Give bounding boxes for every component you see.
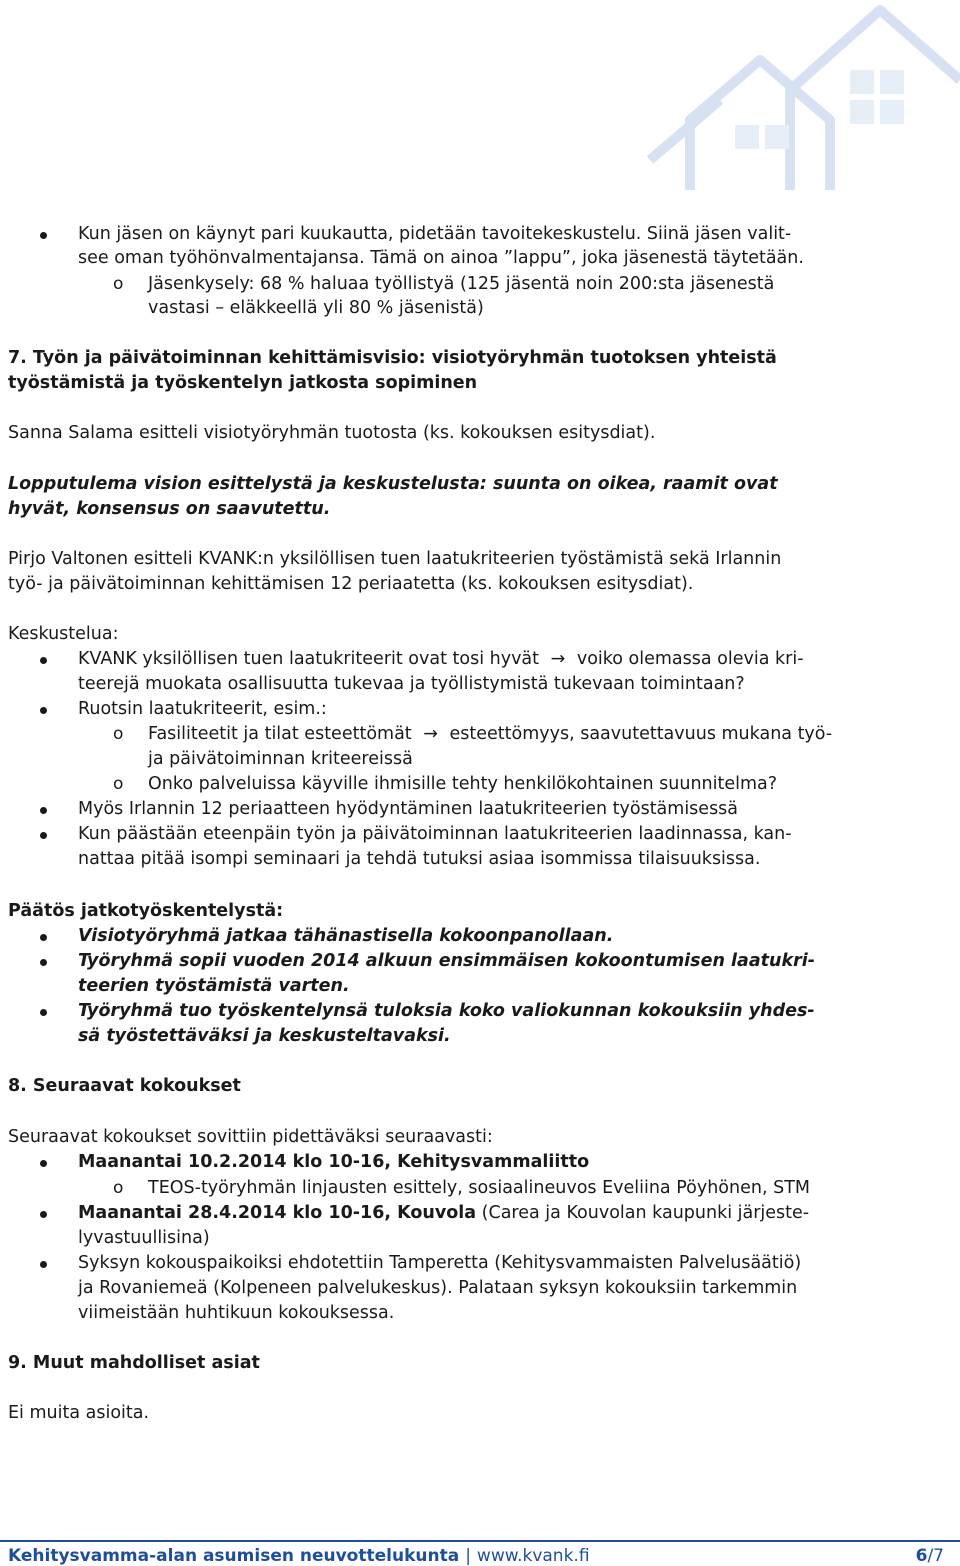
bullet-icon: [40, 232, 47, 239]
footer-url-link[interactable]: www.kvank.fi: [476, 1546, 590, 1566]
text-span: Fasiliteetit ja tilat esteettömät: [148, 724, 412, 744]
paragraph-line: Kun jäsen on käynyt pari kuukautta, pidetään tavoitekeskustelu. Siinä jäsen valit-: [78, 224, 792, 244]
paragraph-line: Kun päästään eteenpäin työn ja päivätoiminnan laatukriteerien laadinnassa, kan-: [78, 824, 792, 844]
paragraph-line: Ruotsin laatukriteerit, esim.:: [78, 699, 327, 719]
decision-line: teerien työstämistä varten.: [78, 976, 350, 996]
paragraph-line: lyvastuullisina): [78, 1228, 210, 1248]
bullet-icon: [40, 1261, 47, 1268]
decision-line: Visiotyöryhmä jatkaa tähänastisella kokoonpanollaan.: [78, 926, 614, 946]
page-current: 6: [915, 1546, 928, 1566]
conclusion-line: hyvät, konsensus on saavutettu.: [8, 499, 331, 519]
page-number: [916, 1546, 944, 1566]
conclusion-line: Lopputulema vision esittelystä ja keskustelusta: suunta on oikea, raamit ovat: [8, 474, 778, 494]
paragraph-line: [148, 726, 832, 744]
section-heading-8: 8. Seuraavat kokoukset: [8, 1076, 241, 1096]
paragraph-line: Seuraavat kokoukset sovittiin pidettäväksi seuraavasti:: [8, 1127, 493, 1147]
page-footer: [8, 1542, 944, 1566]
paragraph-line: työ- ja päivätoiminnan kehittämisen 12 periaatetta (ks. kokouksen esitysdiat).: [8, 574, 694, 594]
footer-separator: |: [465, 1546, 471, 1566]
paragraph-line: see oman työhönvalmentajansa. Tämä on ainoa ”lappu”, joka jäsenestä täytetään.: [78, 248, 804, 268]
paragraph-line: Pirjo Valtonen esitteli KVANK:n yksilöllisen tuen laatukriteerien työstämistä sekä Irlannin: [8, 549, 782, 569]
bullet-icon: [40, 1160, 47, 1167]
arrow-right-icon: →: [423, 724, 438, 744]
section-heading-7: työstämistä ja työskentelyn jatkosta sopiminen: [8, 373, 478, 393]
paragraph-line: TEOS-työryhmän linjausten esittely, sosiaalineuvos Eveliina Pöyhönen, STM: [148, 1178, 810, 1198]
discussion-heading: Keskustelua:: [8, 624, 119, 644]
circle-bullet-icon: o: [113, 1178, 124, 1198]
decision-heading: Päätös jatkotyöskentelystä:: [8, 901, 284, 921]
text-span: esteettömyys, saavutettavuus mukana työ-: [449, 724, 833, 744]
paragraph-line: Jäsenkysely: 68 % haluaa työllistyä (125 jäsentä noin 200:sta jäsenestä: [148, 274, 775, 294]
meeting-line: [78, 1205, 809, 1223]
section-heading-7: 7. Työn ja päivätoiminnan kehittämisvisio: visiotyöryhmän tuotoksen yhteistä: [8, 348, 777, 368]
text-span: KVANK yksilöllisen tuen laatukriteerit ovat tosi hyvät: [78, 649, 540, 669]
paragraph-line: Ei muita asioita.: [8, 1403, 150, 1423]
page-total: 7: [933, 1546, 944, 1566]
paragraph-line: Sanna Salama esitteli visiotyöryhmän tuotosta (ks. kokouksen esitysdiat).: [8, 423, 656, 443]
bullet-icon: [40, 657, 47, 664]
paragraph-line: nattaa pitää isompi seminaari ja tehdä tutuksi asiaa isommissa tilaisuuksissa.: [78, 849, 761, 869]
text-span: voiko olemassa olevia kri-: [576, 649, 804, 669]
paragraph-line: ja päivätoiminnan kriteereissä: [148, 749, 413, 769]
bullet-icon: [40, 934, 47, 941]
footer-title: Kehitysvamma-alan asumisen neuvottelukunta: [8, 1546, 460, 1566]
arrow-right-icon: →: [550, 649, 566, 669]
bullet-icon: [40, 807, 47, 814]
paragraph-line: viimeistään huhtikuun kokouksessa.: [78, 1303, 395, 1323]
decision-line: Työryhmä sopii vuoden 2014 alkuun ensimmäisen kokoontumisen laatukri-: [78, 951, 815, 971]
paragraph-line: Myös Irlannin 12 periaatteen hyödyntäminen laatukriteerien työstämisessä: [78, 799, 739, 819]
bullet-icon: [40, 832, 47, 839]
circle-bullet-icon: o: [113, 724, 124, 744]
paragraph-line: [78, 651, 804, 669]
text-span: (Carea ja Kouvolan kaupunki järjeste-: [476, 1203, 810, 1223]
decision-line: sä työstettäväksi ja keskusteltavaksi.: [78, 1026, 451, 1046]
paragraph-line: Syksyn kokouspaikoiksi ehdotettiin Tamperetta (Kehitysvammaisten Palvelusäätiö): [78, 1253, 802, 1273]
page-separator: /: [927, 1546, 934, 1566]
paragraph-line: ja Rovaniemeä (Kolpeneen palvelukeskus). Palataan syksyn kokouksiin tarkemmin: [78, 1278, 798, 1298]
bullet-icon: [40, 707, 47, 714]
text-span: Maanantai 28.4.2014 klo 10-16, Kouvola: [78, 1203, 477, 1223]
footer-left: [8, 1546, 590, 1566]
bullet-icon: [40, 959, 47, 966]
paragraph-line: teerejä muokata osallisuutta tukevaa ja työllistymistä tukevaan toimintaan?: [78, 674, 745, 694]
bullet-icon: [40, 1211, 47, 1218]
circle-bullet-icon: o: [113, 774, 124, 794]
circle-bullet-icon: o: [113, 274, 124, 294]
decision-line: Työryhmä tuo työskentelynsä tuloksia koko valiokunnan kokouksiin yhdes-: [78, 1001, 815, 1021]
paragraph-line: Onko palveluissa käyville ihmisille tehty henkilökohtainen suunnitelma?: [148, 774, 778, 794]
section-heading-9: 9. Muut mahdolliset asiat: [8, 1353, 260, 1373]
houses-watermark-icon: [560, 0, 960, 200]
paragraph-line: vastasi – eläkkeellä yli 80 % jäsenistä): [148, 298, 484, 318]
meeting-line: Maanantai 10.2.2014 klo 10-16, Kehitysvammaliitto: [78, 1152, 590, 1172]
bullet-icon: [40, 1009, 47, 1016]
